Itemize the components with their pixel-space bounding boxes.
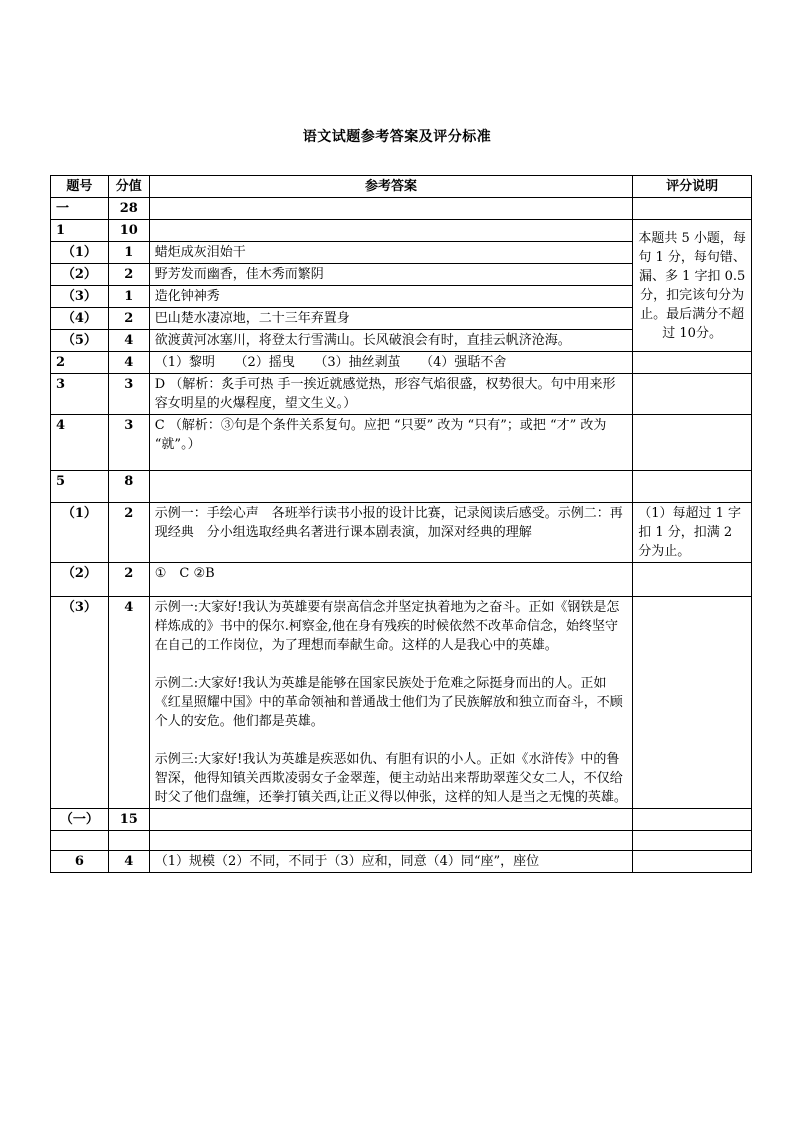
note-cell — [633, 831, 752, 851]
paragraph-gap — [155, 731, 627, 750]
answer-cell — [149, 220, 632, 242]
answer-cell: D （解析：炙手可热 手一挨近就感觉热，形容气焰很盛，权势很大。句中用来形容女明星的火爆程度，望文生义。） — [149, 374, 632, 415]
answer-cell: ① C ②B — [149, 563, 632, 597]
table-row — [51, 851, 752, 873]
points-cell: 3 — [108, 415, 149, 471]
note-cell — [633, 563, 752, 597]
note-cell — [633, 809, 752, 831]
question-no: 3 — [51, 374, 109, 415]
example-three: 示例三:大家好!我认为英雄是疾恶如仇、有胆有识的小人。正如《水浒传》中的鲁智深，他得知镇关西欺凌弱女子金翠莲，便主动站出来帮助翠莲父女二人，不仅给时父了他们盘缠，还拳打镇关西,让正义得以伸张，这样的知人是当之无愧的英雄。 — [154, 752, 627, 805]
note-cell: 本题共 5 小题，每句 1 分，每句错、漏、多 1 字扣 0.5 分，扣完该句分为止。最后满分不超过 10分。 — [633, 220, 752, 352]
table-row — [51, 597, 752, 809]
question-no: （1） — [51, 242, 109, 264]
question-no: 6 — [51, 851, 109, 873]
points-cell: 2 — [108, 503, 149, 563]
answer-cell — [149, 471, 632, 503]
answer-cell — [149, 597, 632, 809]
answer-cell: （1）规模（2）不同，不同于（3）应和，同意（4）同“座”，座位 — [149, 851, 632, 873]
note-cell — [633, 415, 752, 471]
header-note: 评分说明 — [633, 176, 752, 198]
answer-cell — [149, 809, 632, 831]
table-row — [51, 471, 752, 503]
note-cell — [633, 198, 752, 220]
answer-cell: 巴山楚水凄凉地，二十三年弃置身 — [149, 308, 632, 330]
example-one: 示例一:大家好!我认为英雄要有崇高信念并坚定执着地为之奋斗。正如《钢铁是怎样炼成的》书中的保尔.柯察金,他在身有残疾的时候依然不改革命信念，始终坚守在自己的工作岗位，为了理想而奉献生命。这样的人是我心中的英雄。 — [154, 600, 620, 653]
question-no: （3） — [51, 286, 109, 308]
answer-cell: C （解析：③句是个条件关系复句。应把 “只要” 改为 “只有”；或把 “才” 改为 “就”。） — [149, 415, 632, 471]
answer-table — [50, 175, 752, 873]
answer-cell: 示例一：手绘心声 各班举行读书小报的设计比赛，记录阅读后感受。示例二：再现经典 分小组选取经典名著进行课本剧表演，加深对经典的理解 — [149, 503, 632, 563]
question-no: 4 — [51, 415, 109, 471]
points-cell: 4 — [108, 597, 149, 809]
answer-cell — [149, 831, 632, 851]
answer-cell: 野芳发而幽香，佳木秀而繁阴 — [149, 264, 632, 286]
points-cell: 3 — [108, 374, 149, 415]
question-no: （4） — [51, 308, 109, 330]
question-no: 一 — [51, 198, 109, 220]
header-question-no: 题号 — [51, 176, 109, 198]
table-row — [51, 503, 752, 563]
note-cell — [633, 352, 752, 374]
points-cell: 4 — [108, 352, 149, 374]
points-cell: 4 — [108, 330, 149, 352]
points-cell: 1 — [108, 242, 149, 264]
table-row — [51, 563, 752, 597]
points-cell: 2 — [108, 308, 149, 330]
question-no: 5 — [51, 471, 109, 503]
table-row — [51, 809, 752, 831]
note-cell: （1）每超过 1 字扣 1 分，扣满 2 分为止。 — [633, 503, 752, 563]
table-row — [51, 352, 752, 374]
header-answer: 参考答案 — [149, 176, 632, 198]
note-cell — [633, 374, 752, 415]
answer-cell: 造化钟神秀 — [149, 286, 632, 308]
points-cell: 2 — [108, 563, 149, 597]
note-cell — [633, 471, 752, 503]
question-no: （5） — [51, 330, 109, 352]
answer-cell: 蜡炬成灰泪始干 — [149, 242, 632, 264]
points-cell: 2 — [108, 264, 149, 286]
points-cell: 4 — [108, 851, 149, 873]
page-title: 语文试题参考答案及评分标准 — [302, 129, 492, 145]
question-no — [51, 831, 109, 851]
paragraph-gap — [155, 655, 627, 674]
table-row — [51, 198, 752, 220]
table-row — [51, 831, 752, 851]
points-cell: 28 — [108, 198, 149, 220]
table-row — [51, 374, 752, 415]
points-cell — [108, 831, 149, 851]
question-no: （2） — [51, 264, 109, 286]
question-no: （1） — [51, 503, 109, 563]
question-no: （2） — [51, 563, 109, 597]
points-cell: 10 — [108, 220, 149, 242]
question-no: 2 — [51, 352, 109, 374]
answer-cell — [149, 198, 632, 220]
note-cell — [633, 851, 752, 873]
example-two: 示例二:大家好!我认为英雄是能够在国家民族处于危难之际挺身而出的人。正如《红星照耀中国》中的革命领袖和普通战士他们为了民族解放和独立而奋斗，不顾个人的安危。他们都是英雄。 — [154, 676, 623, 729]
points-cell: 8 — [108, 471, 149, 503]
points-cell: 1 — [108, 286, 149, 308]
header-points: 分值 — [108, 176, 149, 198]
table-row — [51, 415, 752, 471]
table-row — [51, 220, 752, 242]
table-header-row — [51, 176, 752, 198]
answer-cell: （1）黎明 （2）摇曳 （3）抽丝剥茧 （4）强聒不舍 — [149, 352, 632, 374]
question-no: （3） — [51, 597, 109, 809]
points-cell: 15 — [108, 809, 149, 831]
question-no: （一） — [51, 809, 109, 831]
question-no: 1 — [51, 220, 109, 242]
note-cell — [633, 597, 752, 809]
answer-cell: 欲渡黄河冰塞川，将登太行雪满山。长风破浪会有时，直挂云帆济沧海。 — [149, 330, 632, 352]
